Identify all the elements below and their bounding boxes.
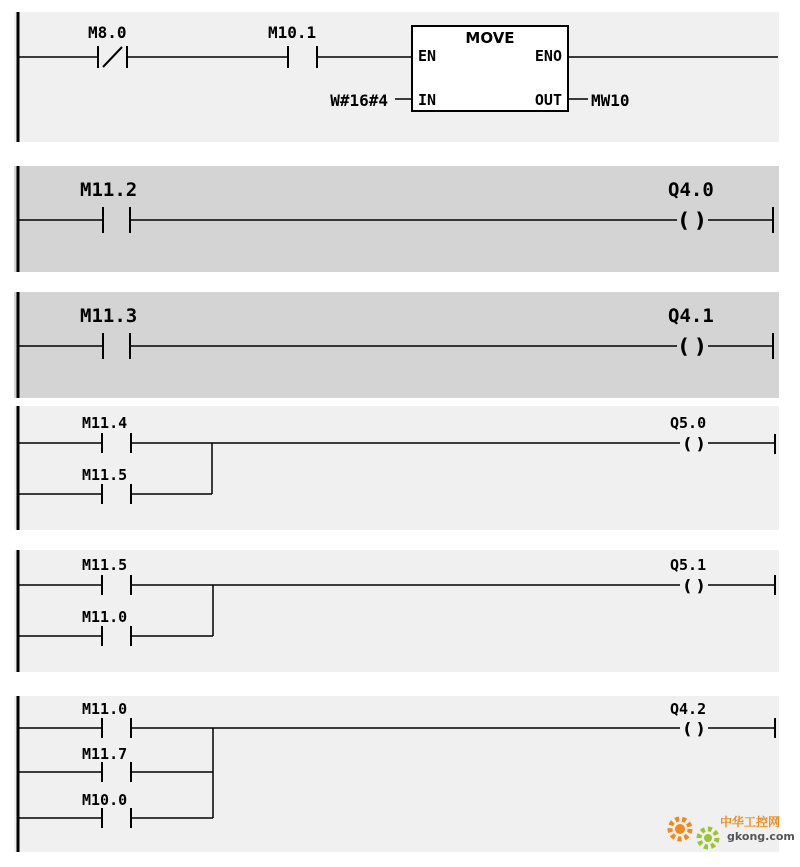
move-in-value: W#16#4 (330, 91, 388, 110)
contact-label: M11.2 (80, 179, 138, 201)
network-6 (14, 696, 779, 852)
network-2 (14, 166, 779, 272)
coil: ( ) (683, 719, 705, 738)
network-4-background (14, 406, 779, 530)
coil-label: Q4.1 (668, 305, 714, 327)
contact-label: M11.0 (82, 608, 128, 626)
contact-label: M8.0 (88, 23, 127, 42)
watermark-url: gkong.com (727, 830, 795, 843)
network-5 (14, 550, 779, 672)
network-4 (14, 406, 779, 530)
contact-label: M10.0 (82, 791, 128, 809)
move-box-out: OUT (534, 91, 562, 109)
coil-label: Q4.0 (668, 179, 714, 201)
network-1 (14, 12, 779, 142)
network-1-background (14, 12, 779, 142)
coil: ( ) (683, 576, 705, 595)
contact-label: M11.4 (82, 414, 128, 432)
coil-label: Q5.1 (670, 556, 707, 574)
contact-label: M11.5 (82, 466, 128, 484)
coil: ( ) (679, 334, 705, 358)
network-5-background (14, 550, 779, 672)
move-out-value: MW10 (591, 91, 630, 110)
move-box-en: EN (418, 47, 437, 65)
move-box (412, 26, 568, 111)
coil-label: Q5.0 (670, 414, 707, 432)
coil: ( ) (683, 434, 705, 453)
watermark-name: 中华工控网 (720, 815, 781, 829)
contact-label: M11.0 (82, 700, 128, 718)
contact-label: M10.1 (268, 23, 317, 42)
move-box-eno: ENO (534, 47, 562, 65)
move-box-in: IN (418, 91, 437, 109)
network-3 (14, 292, 779, 398)
coil-label: Q4.2 (670, 700, 707, 718)
network-6-background (14, 696, 779, 852)
contact-label: M11.3 (80, 305, 138, 327)
coil: ( ) (679, 208, 705, 232)
move-box-title: MOVE (465, 29, 515, 47)
contact-label: M11.7 (82, 745, 128, 763)
contact-label: M11.5 (82, 556, 128, 574)
